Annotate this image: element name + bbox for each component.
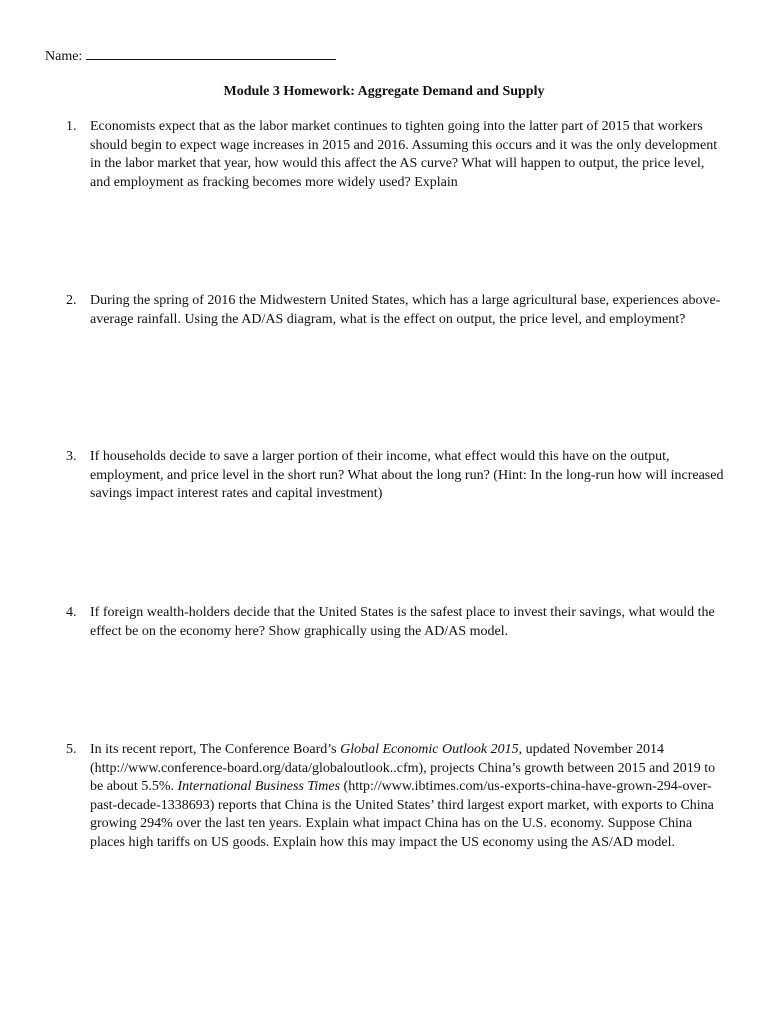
name-field: [45, 47, 336, 66]
question-text: If households decide to save a larger portion of their income, what effect would this have on the output, employment, and price level in the short run? What about the long run? (Hint: In the long-run how will increased savings impact interest rates and capital investment): [90, 449, 724, 502]
question-2: [66, 292, 726, 329]
question-1: [66, 118, 726, 192]
question-number: 1.: [66, 119, 77, 134]
question-3: [66, 448, 726, 504]
report-title: Global Economic Outlook 2015: [340, 742, 519, 757]
question-number: 5.: [66, 742, 77, 757]
question-4: [66, 604, 726, 641]
question-text: [90, 741, 726, 853]
question-text-part: (http://www.ibtimes.com/us-exports-china-have-grown-294-over-past-decade-1338693) reports that China is the United States’ third largest export market, with exports to China growing 294% over the last ten years. Explain what impact China has on the U.S. economy. Suppose China places high tariffs on US goods. Explain how this may impact the US economy using the AS/AD model.: [90, 779, 714, 850]
page-title: Module 3 Homework: Aggregate Demand and Supply: [223, 84, 545, 99]
question-5: [66, 741, 726, 853]
name-blank-line: [86, 47, 336, 60]
name-label: Name:: [45, 49, 83, 64]
question-number: 2.: [66, 293, 77, 308]
question-text-part: In its recent report, The Conference Board’s: [90, 742, 341, 757]
question-number: 4.: [66, 605, 77, 620]
question-text-part: , updated November 2014 (http://www.conference-board.org/data/globaloutlook..cfm), projects China’s growth between 2015 and 2019 to be about 5.5%.: [90, 742, 716, 795]
publication-name: International Business Times: [177, 779, 341, 795]
question-text: Economists expect that as the labor market continues to tighten going into the latter part of 2015 that workers should begin to expect wage increases in 2015 and 2016. Assuming this occurs and it was the only development in the labor market that year, how would this affect the AS curve? What will happen to output, the price level, and employment as fracking becomes more widely used? Explain: [90, 119, 718, 190]
question-text: During the spring of 2016 the Midwestern United States, which has a large agricultural base, experiences above-average rainfall. Using the AD/AS diagram, what is the effect on output, the price level, and employment?: [90, 293, 721, 327]
question-number: 3.: [66, 449, 77, 464]
question-text: If foreign wealth-holders decide that the United States is the safest place to invest their savings, what would the effect be on the economy here? Show graphically using the AD/AS model.: [90, 605, 715, 639]
